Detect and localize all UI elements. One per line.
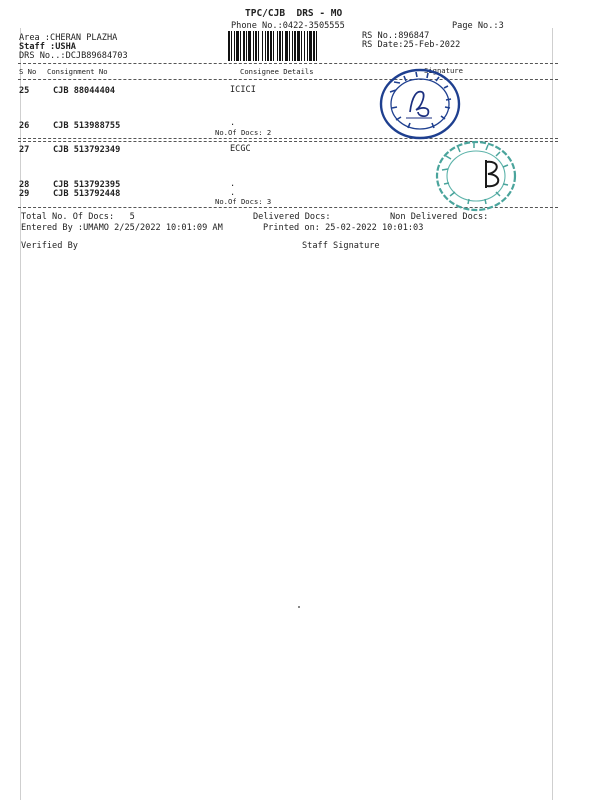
row-sno: 29	[19, 189, 30, 199]
barcode-bar	[255, 31, 257, 61]
barcode-bar	[270, 31, 272, 61]
barcode-bar	[240, 31, 241, 61]
drs-number: DRS No..:DCJB89684703	[19, 51, 128, 61]
barcode-bar	[316, 31, 317, 61]
barcode-bar	[228, 31, 230, 61]
row-consignee: .	[230, 118, 236, 128]
row-consignment: CJB 513792395	[53, 180, 121, 190]
barcode-bar	[277, 31, 278, 61]
entered-by: Entered By :UMAMO 2/25/2022 10:01:09 AM	[21, 223, 223, 233]
barcode-bar	[253, 31, 254, 61]
row-consignment: CJB 513792349	[53, 145, 121, 155]
blue-company-seal	[372, 66, 468, 142]
area-field: Area :CHERAN PLAZHA	[19, 33, 118, 43]
barcode-bar	[267, 31, 269, 61]
rs-date: RS Date:25-Feb-2022	[362, 40, 461, 50]
barcode-bar	[258, 31, 259, 61]
stray-mark	[298, 606, 300, 608]
page-left-edge	[20, 28, 21, 800]
row-consignment: CJB 88044404	[53, 86, 116, 96]
column-header-rule	[18, 79, 558, 80]
phone-number: Phone No.:0422-3505555	[231, 21, 345, 31]
group-doc-count: No.Of Docs: 3	[215, 197, 272, 206]
barcode-bar	[285, 31, 288, 61]
row-sno: 27	[19, 145, 30, 155]
barcode-bar	[313, 31, 315, 61]
row-sno: 25	[19, 86, 30, 96]
barcode-bar	[234, 31, 235, 61]
barcode-bar	[273, 31, 274, 61]
barcode-bar	[304, 31, 305, 61]
row-consignee: ICICI	[230, 85, 256, 95]
col-header-signature: Signature	[424, 66, 463, 75]
row-consignee: .	[230, 179, 236, 189]
barcode-bar	[279, 31, 281, 61]
non-delivered-docs: Non Delivered Docs:	[390, 212, 489, 222]
barcode-bar	[243, 31, 245, 61]
row-consignment: CJB 513988755	[53, 121, 121, 131]
page-number: Page No.:3	[452, 21, 504, 31]
barcode-bar	[301, 31, 302, 61]
barcode-bar	[246, 31, 247, 61]
barcode-bar	[262, 31, 263, 61]
delivered-docs: Delivered Docs:	[253, 212, 331, 222]
staff-field: Staff :USHA	[19, 42, 76, 52]
barcode	[228, 31, 356, 61]
barcode-bar	[294, 31, 296, 61]
teal-company-seal	[428, 138, 524, 214]
staff-signature-label: Staff Signature	[302, 241, 380, 251]
col-header-sno: S No	[19, 67, 37, 76]
barcode-bar	[289, 31, 290, 61]
barcode-bar	[307, 31, 308, 61]
total-docs: Total No. Of Docs: 5	[21, 212, 135, 222]
verified-by-label: Verified By	[21, 241, 78, 251]
col-header-consignee: Consignee Details	[240, 67, 314, 76]
row-consignee: ECGC	[230, 144, 251, 154]
barcode-bar	[292, 31, 293, 61]
barcode-bar	[309, 31, 312, 61]
document-title: TPC/CJB DRS - MO	[245, 8, 343, 19]
row-sno: 26	[19, 121, 30, 131]
barcode-bar	[265, 31, 266, 61]
header-rule	[18, 63, 558, 64]
rs-number: RS No.:896847	[362, 31, 430, 41]
row-consignment: CJB 513792448	[53, 189, 121, 199]
barcode-bar	[231, 31, 232, 61]
printed-on: Printed on: 25-02-2022 10:01:03	[263, 223, 424, 233]
barcode-bar	[236, 31, 239, 61]
barcode-bar	[248, 31, 251, 61]
barcode-bar	[282, 31, 283, 61]
row-consignee: .	[230, 188, 236, 198]
group-doc-count: No.Of Docs: 2	[215, 128, 272, 137]
col-header-consignment: Consignment No	[47, 67, 108, 76]
barcode-bar	[297, 31, 300, 61]
page-right-edge	[552, 28, 553, 800]
row-sno: 28	[19, 180, 30, 190]
